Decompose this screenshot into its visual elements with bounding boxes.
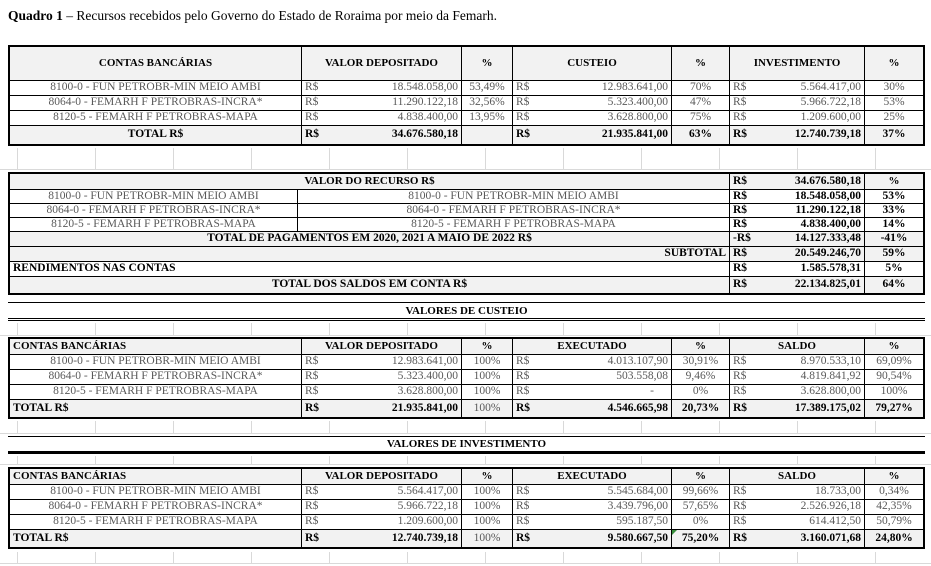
amount-value: 5.323.400,00 xyxy=(397,370,458,383)
amount-value: 614.412,50 xyxy=(809,515,861,528)
currency-symbol: R$ xyxy=(305,500,319,513)
account-cell: 8120-5 - FEMARH F PETROBRAS-MAPA xyxy=(10,515,302,530)
column-header: CUSTEIO xyxy=(513,47,672,81)
total-saldo-pct-cell: 24,80% xyxy=(865,530,923,547)
total-label-cell: TOTAL R$ xyxy=(10,530,302,547)
summary-pct-cell: -41% xyxy=(865,232,923,247)
resource-header-label: VALOR DO RECURSO R$ xyxy=(10,174,730,190)
executado-value-cell xyxy=(513,385,672,400)
currency-symbol: R$ xyxy=(305,485,319,498)
total-executado-cell xyxy=(513,530,672,547)
executado-pct-cell: 99,66% xyxy=(672,485,730,500)
executado-value-cell xyxy=(513,370,672,385)
account-cell: 8100-0 - FUN PETROBR-MIN MEIO AMBI xyxy=(10,190,298,204)
account-cell: 8100-0 - FUN PETROBR-MIN MEIO AMBI xyxy=(10,485,302,500)
currency-symbol: R$ xyxy=(733,515,747,528)
column-header: SALDO xyxy=(730,469,865,485)
currency-symbol: R$ xyxy=(733,204,748,216)
account-cell: 8064-0 - FEMARH F PETROBRAS-INCRA* xyxy=(10,370,302,385)
deposited-pct-cell: 32,56% xyxy=(462,96,513,111)
deposited-value-cell xyxy=(302,515,462,530)
amount-value: 34.676.580,18 xyxy=(794,174,861,187)
executado-pct-cell: 30,91% xyxy=(672,355,730,370)
total-saldo-pct-cell: 79,27% xyxy=(865,400,923,417)
currency-symbol: R$ xyxy=(305,128,320,141)
summary-label-cell: TOTAL DE PAGAMENTOS EM 2020, 2021 A MAIO DE 2022 R$ xyxy=(10,232,730,247)
amount-value: 5.564.417,00 xyxy=(800,81,861,94)
saldo-pct-cell: 50,79% xyxy=(865,515,923,530)
total-deposited-cell xyxy=(302,400,462,417)
deposited-pct-cell: 100% xyxy=(462,370,513,385)
currency-symbol: R$ xyxy=(516,485,530,498)
column-header: CONTAS BANCÁRIAS xyxy=(10,339,302,355)
column-header: % xyxy=(672,469,730,485)
currency-symbol: R$ xyxy=(733,111,747,124)
amount-value: 8.970.533,10 xyxy=(800,355,861,368)
total-deposited-pct-cell: 100% xyxy=(462,530,513,547)
currency-symbol: R$ xyxy=(516,128,531,141)
amount-value: 1.585.578,31 xyxy=(800,262,861,275)
amount-value: 5.564.417,00 xyxy=(397,485,458,498)
total-deposited-pct-cell xyxy=(462,126,513,144)
currency-symbol: R$ xyxy=(733,96,747,109)
column-header: VALOR DEPOSITADO xyxy=(302,47,462,81)
column-header: SALDO xyxy=(730,339,865,355)
amount-value: 1.209.600,00 xyxy=(397,515,458,528)
saldo-pct-cell: 69,09% xyxy=(865,355,923,370)
spreadsheet-gridlines xyxy=(0,148,931,170)
amount-value: 12.740.739,18 xyxy=(391,531,458,544)
saldo-pct-cell: 0,34% xyxy=(865,485,923,500)
amount-value: - xyxy=(650,385,654,398)
amount-value: 4.819.841,92 xyxy=(800,370,861,383)
amount-value: 34.676.580,18 xyxy=(391,128,458,141)
currency-symbol: -R$ xyxy=(733,232,751,245)
section-title-investimento: VALORES DE INVESTIMENTO xyxy=(8,436,925,454)
currency-symbol: R$ xyxy=(733,500,747,513)
saldo-value-cell xyxy=(730,485,865,500)
deposited-value-cell xyxy=(302,500,462,515)
amount-value: 21.935.841,00 xyxy=(601,128,668,141)
resource-pct-cell: 53% xyxy=(865,190,923,204)
currency-symbol: R$ xyxy=(733,278,748,291)
account-cell: 8120-5 - FEMARH F PETROBRAS-MAPA xyxy=(10,385,302,400)
deposited-value-cell xyxy=(302,485,462,500)
amount-value: 4.838.400,00 xyxy=(397,111,458,124)
amount-value: 3.160.071,68 xyxy=(800,531,861,544)
saldo-value-cell xyxy=(730,385,865,400)
currency-symbol: R$ xyxy=(733,262,748,275)
account-cell: 8064-0 - FEMARH F PETROBRAS-INCRA* xyxy=(10,500,302,515)
account-cell: 8100-0 - FUN PETROBR-MIN MEIO AMBI xyxy=(10,355,302,370)
summary-label-cell: SUBTOTAL xyxy=(10,247,730,262)
amount-value: 11.290.122,18 xyxy=(795,204,861,216)
resource-value-cell xyxy=(730,190,865,204)
currency-symbol: R$ xyxy=(733,190,748,202)
account-cell: 8064-0 - FEMARH F PETROBRAS-INCRA* xyxy=(10,96,302,111)
deposited-pct-cell: 53,49% xyxy=(462,81,513,96)
column-header: % xyxy=(462,469,513,485)
amount-value: 3.628.800,00 xyxy=(607,111,668,124)
amount-value: 12.983.641,00 xyxy=(601,81,668,94)
investimento-value-cell xyxy=(730,111,865,126)
deposited-value-cell xyxy=(302,385,462,400)
custeio-value-cell xyxy=(513,96,672,111)
currency-symbol: R$ xyxy=(733,370,747,383)
page-title xyxy=(8,8,497,24)
investimento-value-cell xyxy=(730,96,865,111)
currency-symbol: R$ xyxy=(305,355,319,368)
executado-pct-cell: 57,65% xyxy=(672,500,730,515)
spreadsheet-gridlines xyxy=(0,456,931,465)
resource-header-value-cell xyxy=(730,174,865,190)
column-header: VALOR DEPOSITADO xyxy=(302,339,462,355)
summary-value-cell xyxy=(730,277,865,293)
currency-symbol: R$ xyxy=(305,531,320,544)
deposits-table xyxy=(8,45,925,146)
account-cell: 8064-0 - FEMARH F PETROBRAS-INCRA* xyxy=(298,204,730,218)
resource-value-cell xyxy=(730,204,865,218)
currency-symbol: R$ xyxy=(733,531,748,544)
resource-balance-table xyxy=(8,172,925,295)
currency-symbol: R$ xyxy=(516,385,530,398)
column-header: % xyxy=(865,47,923,81)
saldo-pct-cell: 100% xyxy=(865,385,923,400)
currency-symbol: R$ xyxy=(733,81,747,94)
currency-symbol: R$ xyxy=(733,128,748,141)
column-header: EXECUTADO xyxy=(513,339,672,355)
currency-symbol: R$ xyxy=(733,218,748,230)
amount-value: 2.526.926,18 xyxy=(800,500,861,513)
column-header: VALOR DEPOSITADO xyxy=(302,469,462,485)
currency-symbol: R$ xyxy=(733,247,748,260)
currency-symbol: R$ xyxy=(305,515,319,528)
total-saldo-cell xyxy=(730,530,865,547)
amount-value: 21.935.841,00 xyxy=(391,401,458,414)
column-header: % xyxy=(672,339,730,355)
amount-value: 3.628.800,00 xyxy=(800,385,861,398)
currency-symbol: R$ xyxy=(516,370,530,383)
resource-pct-cell: 33% xyxy=(865,204,923,218)
deposited-value-cell xyxy=(302,96,462,111)
column-header: CONTAS BANCÁRIAS xyxy=(10,469,302,485)
account-cell: 8100-0 - FUN PETROBR-MIN MEIO AMBI xyxy=(10,81,302,96)
investimento-pct-cell: 30% xyxy=(865,81,923,96)
resource-pct-cell: 14% xyxy=(865,218,923,232)
deposited-pct-cell: 100% xyxy=(462,355,513,370)
saldo-pct-cell: 42,35% xyxy=(865,500,923,515)
deposited-pct-cell: 13,95% xyxy=(462,111,513,126)
column-header: EXECUTADO xyxy=(513,469,672,485)
currency-symbol: R$ xyxy=(733,485,747,498)
currency-symbol: R$ xyxy=(733,401,748,414)
amount-value: 20.549.246,70 xyxy=(794,247,861,260)
executado-value-cell xyxy=(513,355,672,370)
currency-symbol: R$ xyxy=(305,96,319,109)
amount-value: 18.733,00 xyxy=(815,485,861,498)
deposited-pct-cell: 100% xyxy=(462,500,513,515)
total-investimento-pct-cell: 37% xyxy=(865,126,923,144)
summary-pct-cell: 59% xyxy=(865,247,923,262)
resource-value-cell xyxy=(730,218,865,232)
currency-symbol: R$ xyxy=(516,531,531,544)
custeio-value-cell xyxy=(513,81,672,96)
currency-symbol: R$ xyxy=(733,385,747,398)
deposited-value-cell xyxy=(302,355,462,370)
amount-value: 14.127.333,48 xyxy=(794,232,861,245)
saldo-value-cell xyxy=(730,515,865,530)
currency-symbol: R$ xyxy=(516,111,530,124)
custeio-pct-cell: 47% xyxy=(672,96,730,111)
currency-symbol: R$ xyxy=(516,515,530,528)
amount-value: 4.546.665,98 xyxy=(607,401,668,414)
executado-value-cell xyxy=(513,485,672,500)
custeio-pct-cell: 70% xyxy=(672,81,730,96)
saldo-pct-cell: 90,54% xyxy=(865,370,923,385)
investimento-value-cell xyxy=(730,81,865,96)
currency-symbol: R$ xyxy=(516,500,530,513)
amount-value: 3.628.800,00 xyxy=(397,385,458,398)
total-executado-cell xyxy=(513,400,672,417)
total-deposited-pct-cell: 100% xyxy=(462,400,513,417)
page-title-rest: – Recursos recebidos pelo Governo do Estado de Roraima por meio da Femarh. xyxy=(62,8,498,23)
amount-value: 5.323.400,00 xyxy=(607,96,668,109)
saldo-value-cell xyxy=(730,355,865,370)
column-header: % xyxy=(462,47,513,81)
deposited-value-cell xyxy=(302,111,462,126)
deposited-pct-cell: 100% xyxy=(462,385,513,400)
currency-symbol: R$ xyxy=(305,370,319,383)
deposited-value-cell xyxy=(302,81,462,96)
spreadsheet-gridlines xyxy=(0,552,931,564)
summary-value-cell xyxy=(730,232,865,247)
amount-value: 5.966.722,18 xyxy=(397,500,458,513)
account-cell: 8120-5 - FEMARH F PETROBRAS-MAPA xyxy=(298,218,730,232)
investimento-values-table xyxy=(8,467,925,549)
summary-pct-cell: 5% xyxy=(865,262,923,277)
executado-value-cell xyxy=(513,515,672,530)
currency-symbol: R$ xyxy=(516,401,531,414)
investimento-pct-cell: 53% xyxy=(865,96,923,111)
deposited-pct-cell: 100% xyxy=(462,485,513,500)
column-header: % xyxy=(672,47,730,81)
currency-symbol: R$ xyxy=(305,401,320,414)
saldo-value-cell xyxy=(730,500,865,515)
currency-symbol: R$ xyxy=(733,355,747,368)
column-header: % xyxy=(462,339,513,355)
currency-symbol: R$ xyxy=(516,81,530,94)
account-cell: 8064-0 - FEMARH F PETROBRAS-INCRA* xyxy=(10,204,298,218)
currency-symbol: R$ xyxy=(305,81,319,94)
column-header: CONTAS BANCÁRIAS xyxy=(10,47,302,81)
summary-pct-cell: 64% xyxy=(865,277,923,293)
amount-value: 18.548.058,00 xyxy=(794,190,861,202)
currency-symbol: R$ xyxy=(305,385,319,398)
total-saldo-cell xyxy=(730,400,865,417)
amount-value: 12.983.641,00 xyxy=(391,355,458,368)
amount-value: 18.548.058,00 xyxy=(391,81,458,94)
account-cell: 8100-0 - FUN PETROBR-MIN MEIO AMBI xyxy=(298,190,730,204)
page-title-prefix: Quadro 1 xyxy=(8,8,63,23)
amount-value: 9.580.667,50 xyxy=(607,531,668,544)
amount-value: 1.209.600,00 xyxy=(800,111,861,124)
total-investimento-cell xyxy=(730,126,865,144)
amount-value: 5.545.684,00 xyxy=(607,485,668,498)
deposited-pct-cell: 100% xyxy=(462,515,513,530)
column-header: % xyxy=(865,339,923,355)
total-executado-pct-cell: 20,73% xyxy=(672,400,730,417)
total-executado-pct-cell: 75,20% xyxy=(672,530,730,547)
amount-value: 4.013.107,90 xyxy=(607,355,668,368)
saldo-value-cell xyxy=(730,370,865,385)
spreadsheet-gridlines xyxy=(0,421,931,434)
investimento-pct-cell: 25% xyxy=(865,111,923,126)
column-header: INVESTIMENTO xyxy=(730,47,865,81)
custeio-pct-cell: 75% xyxy=(672,111,730,126)
total-custeio-cell xyxy=(513,126,672,144)
deposited-value-cell xyxy=(302,370,462,385)
amount-value: 5.966.722,18 xyxy=(800,96,861,109)
total-label-cell: TOTAL R$ xyxy=(10,400,302,417)
custeio-value-cell xyxy=(513,111,672,126)
summary-value-cell xyxy=(730,262,865,277)
summary-value-cell xyxy=(730,247,865,262)
executado-pct-cell: 9,46% xyxy=(672,370,730,385)
spreadsheet-gridlines xyxy=(0,323,931,336)
total-deposited-cell xyxy=(302,530,462,547)
executado-value-cell xyxy=(513,500,672,515)
amount-value: 12.740.739,18 xyxy=(794,128,861,141)
currency-symbol: R$ xyxy=(305,111,319,124)
executado-pct-cell: 0% xyxy=(672,515,730,530)
total-label-cell: TOTAL R$ xyxy=(10,126,302,144)
executado-pct-cell: 0% xyxy=(672,385,730,400)
summary-label-cell: RENDIMENTOS NAS CONTAS xyxy=(10,262,730,277)
amount-value: 11.290.122,18 xyxy=(392,96,458,109)
amount-value: 503.558,08 xyxy=(616,370,668,383)
currency-symbol: R$ xyxy=(516,355,530,368)
amount-value: 22.134.825,01 xyxy=(794,278,861,291)
custeio-values-table xyxy=(8,337,925,419)
total-deposited-cell xyxy=(302,126,462,144)
amount-value: 595.187,50 xyxy=(616,515,668,528)
amount-value: 3.439.796,00 xyxy=(607,500,668,513)
amount-value: 17.389.175,02 xyxy=(794,401,861,414)
column-header: % xyxy=(865,469,923,485)
total-custeio-pct-cell: 63% xyxy=(672,126,730,144)
currency-symbol: R$ xyxy=(733,174,748,187)
currency-symbol: R$ xyxy=(516,96,530,109)
resource-header-pct-cell: % xyxy=(865,174,923,190)
account-cell: 8120-5 - FEMARH F PETROBRAS-MAPA xyxy=(10,218,298,232)
section-title-custeio: VALORES DE CUSTEIO xyxy=(8,302,925,321)
amount-value: 4.838.400,00 xyxy=(800,218,861,230)
account-cell: 8120-5 - FEMARH F PETROBRAS-MAPA xyxy=(10,111,302,126)
summary-label-cell: TOTAL DOS SALDOS EM CONTA R$ xyxy=(10,277,730,293)
